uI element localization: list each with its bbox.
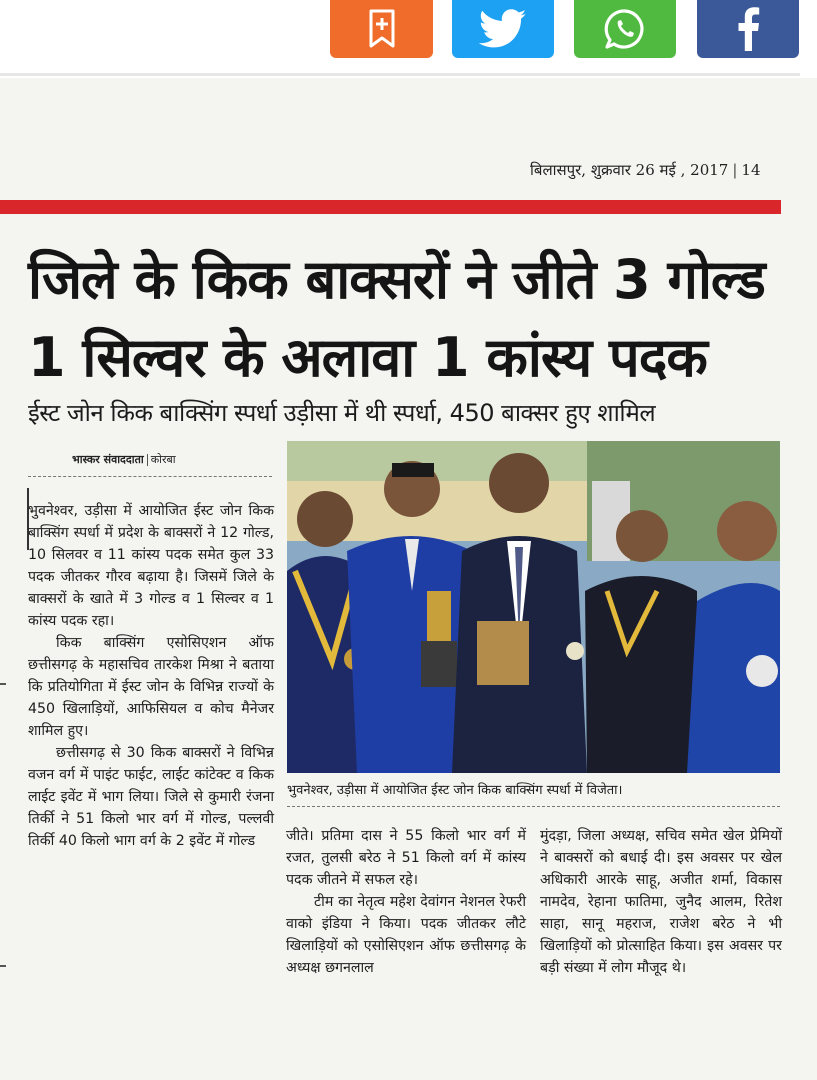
red-rule [0, 200, 781, 214]
headline-line-2: 1 सिल्वर के अलावा 1 कांस्य पदक [28, 326, 707, 389]
byline-separator [147, 454, 148, 466]
paragraph: भुवनेश्वर, उड़ीसा में आयोजित ईस्ट जोन किक बाक्सिंग स्पर्धा में प्रदेश के बाक्सरों ने 12 गोल्ड, 10 सिलवर व 11 कांस्य पदक समेत कुल 33 पदक जीतकर गौरव बढ़ाया है। जिसमें जिले के बाक्सरों के खाते में 3 गोल्ड व 1 सिल्वर व 1 कांस्य पदक रहा। [28, 503, 274, 629]
byline-city: कोरबा [150, 453, 176, 466]
subheadline: ईस्ट जोन किक बाक्सिंग स्पर्धा उड़ीसा में थी स्पर्धा, 450 बाक्सर हुए शामिल [28, 399, 656, 427]
paragraph: किक बाक्सिंग एसोसिएशन ऑफ छत्तीसगढ़ के महासचिव तारकेश मिश्रा ने बताया कि प्रतियोगिता में ईस्ट जोन के विभिन्न राज्यों के 450 खिलाड़ियों, आफिसियल व कोच मैनेजर शामिल हुए। [28, 635, 274, 739]
twitter-share-button[interactable] [452, 0, 554, 58]
edge-mark [0, 965, 6, 967]
dateline-text: बिलासपुर, शुक्रवार 26 मई , 2017 [530, 161, 729, 179]
dateline [530, 160, 761, 180]
byline [72, 452, 176, 467]
paragraph: मुंदड़ा, जिला अध्यक्ष, सचिव समेत खेल प्रेमियों ने बाक्सरों को बधाई दी। इस अवसर पर खेल अधिकारी आरके साहू, अजीत शर्मा, विकास नामदेव, रेहाना फातिमा, जुनैद आलम, रितेश साहा, सानू महराज, राजेश बरेठ ने भी खिलाड़ियों को प्रोत्साहित किया। इस अवसर पर बड़ी संख्या में लोग मौजूद थे। [540, 828, 782, 976]
article-column-3 [540, 825, 782, 979]
share-bar-divider [0, 73, 800, 76]
twitter-bird-icon [479, 9, 527, 49]
whatsapp-share-button[interactable] [574, 0, 676, 58]
share-bar [0, 0, 817, 78]
headline-line-1: जिले के किक बाक्सरों ने जीते 3 गोल्ड [28, 248, 765, 311]
paragraph: टीम का नेतृत्व महेश देवांगन नेशनल रेफरी वाको इंडिया ने किया। पदक जीतकर लौटे खिलाड़ियों को एसोसिएशन ऑफ छत्तीसगढ़ के अध्यक्ष छगनलाल [286, 894, 526, 976]
edge-mark [0, 683, 6, 685]
facebook-share-button[interactable] [697, 0, 799, 58]
photo-caption: भुवनेश्वर, उड़ीसा में आयोजित ईस्ट जोन किक बाक्सिंग स्पर्धा में विजेता। [287, 783, 623, 798]
article-column-1 [28, 500, 274, 852]
bookmark-button[interactable] [330, 0, 433, 58]
team-photo-illustration [287, 441, 780, 773]
page-number: 14 [741, 161, 761, 179]
paragraph: जीते। प्रतिमा दास ने 55 किलो भार वर्ग में रजत, तुलसी बरेठ ने 51 किलो वर्ग में कांस्य पदक जीतने में सफल रहे। [286, 828, 526, 888]
facebook-f-icon [736, 7, 760, 51]
article-column-2 [286, 825, 526, 979]
team-photo [287, 441, 780, 773]
whatsapp-icon [602, 6, 648, 52]
byline-reporter: भास्कर संवाददाता [72, 453, 144, 466]
dateline-separator: | [732, 161, 738, 179]
caption-rule [287, 806, 780, 807]
paragraph: छत्तीसगढ़ से 30 किक बाक्सरों ने विभिन्न वजन वर्ग में पाइंट फाईट, लाईट कांटेक्ट व किक लाईट इवेंट में भाग लिया। जिले से कुमारी रंजना तिर्की ने 51 किलो भार वर्ग में गोल्ड, पल्लवी तिर्की 40 किलो भाग वर्ग के 2 इवेंट में गोल्ड [28, 745, 274, 849]
bookmark-plus-icon [367, 9, 397, 49]
byline-rule [28, 476, 272, 477]
